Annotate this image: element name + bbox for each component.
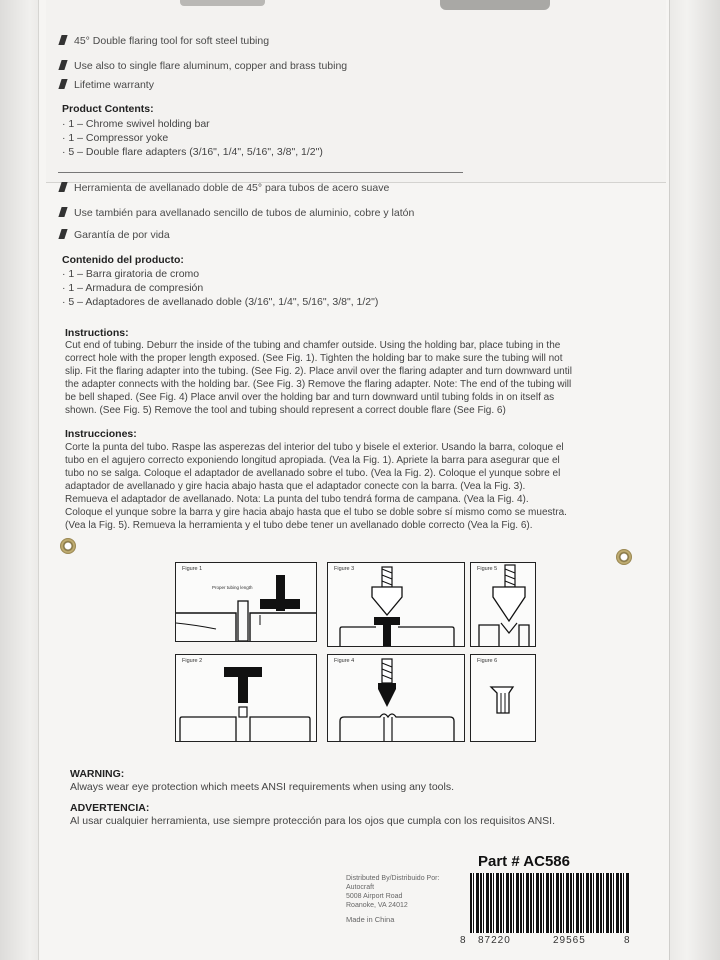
instrucciones-line-5: Remueva el adaptador de avellanado. Nota: La punta del tubo tendrá forma de campana. (Vea la Fig. 4). xyxy=(65,494,529,505)
figure-1 xyxy=(175,562,317,642)
contents-item-es-1: · 1 – Barra giratoria de cromo xyxy=(62,268,200,280)
contents-item-es-2: · 1 – Armadura de compresión xyxy=(62,282,204,294)
figure-4-label: Figure 4 xyxy=(334,658,355,664)
section-divider xyxy=(58,172,463,173)
contents-item-en-3: · 5 – Double flare adapters (3/16", 1/4", 5/16", 3/8", 1/2") xyxy=(62,146,323,158)
warning-text: Always wear eye protection which meets ANSI requirements when using any tools. xyxy=(70,781,455,793)
barcode-left-digits: 87220 xyxy=(478,935,511,946)
figure-3-drawing xyxy=(328,563,464,646)
distributor-city: Roanoke, VA 24012 xyxy=(346,902,408,909)
instructions-line-2: correct hole with the proper length exposed. (See Fig. 1). Tighten the holding bar to make sure the tubing will not xyxy=(65,353,563,364)
distributor-name: Autocraft xyxy=(346,884,375,891)
figure-1-label: Figure 1 xyxy=(182,566,203,572)
feature-bullet-en-1: 45° Double flaring tool for soft steel tubing xyxy=(60,35,269,47)
feature-bullet-en-3: Lifetime warranty xyxy=(60,79,154,91)
grommet-right xyxy=(616,549,632,565)
figure-1-drawing xyxy=(176,563,316,641)
contents-item-en-2: · 1 – Compressor yoke xyxy=(62,132,169,144)
instrucciones-line-3: tubo no se salga. Coloque el adaptador de avellanado sobre el tubo. (Vea la Fig. 2). Coloque el yunque sobre el xyxy=(65,468,561,479)
hang-tab-right xyxy=(440,0,550,10)
figure-2 xyxy=(175,654,317,742)
instructions-line-3: slip. Fit the flaring adapter into the tubing. (See Fig. 2). Place anvil over the flaring adapter and turn downward until xyxy=(65,366,572,377)
barcode-check-digit: 8 xyxy=(624,935,631,946)
hang-tab-left xyxy=(180,0,265,6)
figure-6 xyxy=(470,654,536,742)
feature-bullet-es-2: Use también para avellanado sencillo de tubos de aluminio, cobre y latón xyxy=(60,207,414,219)
figure-4 xyxy=(327,654,465,742)
instructions-line-4: the adapter connects with the holding bar. (See Fig. 3) Remove the flaring adapter. Note: The end of the tubing will xyxy=(65,379,572,390)
figure-5-label: Figure 5 xyxy=(477,566,498,572)
feature-bullet-es-3: Garantía de por vida xyxy=(60,229,170,241)
figure-5 xyxy=(470,562,536,647)
distributor-street: 5008 Airport Road xyxy=(346,893,403,900)
contents-item-en-1: · 1 – Chrome swivel holding bar xyxy=(62,118,210,130)
blister-right-edge xyxy=(665,0,720,960)
instructions-heading: Instructions: xyxy=(65,327,129,339)
instructions-line-6: shown. (See Fig. 5) Remove the tool and tubing should represent a correct double flare (See Fig. 6) xyxy=(65,405,506,416)
contenido-heading: Contenido del producto: xyxy=(62,254,184,266)
upc-barcode xyxy=(470,873,630,933)
figure-5-drawing xyxy=(471,563,535,646)
figure-1-note: Proper tubing length xyxy=(212,585,253,590)
product-contents-heading: Product Contents: xyxy=(62,103,154,115)
instructions-line-5: be bell shaped. (See Fig. 4) Place anvil over the holding bar and turn downward until tubing folds in on itself as xyxy=(65,392,555,403)
barcode-right-digits: 29565 xyxy=(553,935,586,946)
advertencia-text: Al usar cualquier herramienta, use siempre protección para los ojos que cumpla con los requisitos ANSI. xyxy=(70,815,555,827)
feature-bullet-es-1: Herramienta de avellanado doble de 45° para tubos de acero suave xyxy=(60,182,389,194)
instrucciones-line-6: Coloque el yunque sobre la barra y gire hacia abajo hasta que el tubo se doble sobre sí mismo como se muestra. xyxy=(65,507,567,518)
figure-3-label: Figure 3 xyxy=(334,566,355,572)
warning-heading: WARNING: xyxy=(70,768,125,780)
contents-item-es-3: · 5 – Adaptadores de avellanado doble (3/16", 1/4", 5/16", 3/8", 1/2") xyxy=(62,296,379,308)
instructions-line-1: Cut end of tubing. Deburr the inside of the tubing and chamfer outside. Using the holding bar, place tubing in the xyxy=(65,340,561,351)
feature-bullet-en-2: Use also to single flare aluminum, copper and brass tubing xyxy=(60,60,347,72)
instrucciones-line-7: (Vea la Fig. 5). Remueva la herramienta y el tubo debe tener un avellanado doble correcto (Vea la Fig. 6). xyxy=(65,520,533,531)
instrucciones-line-4: adaptador de avellanado y gire hacia abajo hasta que el adaptador conecte con la barra. (Vea la Fig. 3). xyxy=(65,481,526,492)
figure-2-drawing xyxy=(176,655,316,741)
barcode-lead-digit: 8 xyxy=(460,935,467,946)
instrucciones-heading: Instrucciones: xyxy=(65,428,137,440)
grommet-left xyxy=(60,538,76,554)
figure-2-label: Figure 2 xyxy=(182,658,203,664)
instrucciones-line-2: tubo en el agujero correcto exponiendo longitud apropiada. (Vea la Fig. 1). Apriete la barra para asegurar que el xyxy=(65,455,560,466)
distributor-label: Distributed By/Distribuido Por: xyxy=(346,875,440,882)
figure-6-drawing xyxy=(471,655,535,741)
part-number: Part # AC586 xyxy=(478,853,570,870)
figure-6-label: Figure 6 xyxy=(477,658,498,664)
figure-3 xyxy=(327,562,465,647)
figure-4-drawing xyxy=(328,655,464,741)
made-in-label: Made in China xyxy=(346,915,395,924)
instrucciones-line-1: Corte la punta del tubo. Raspe las asperezas del interior del tubo y bisele el exterior. Usando la barra, coloque el xyxy=(65,442,564,453)
advertencia-heading: ADVERTENCIA: xyxy=(70,802,150,814)
